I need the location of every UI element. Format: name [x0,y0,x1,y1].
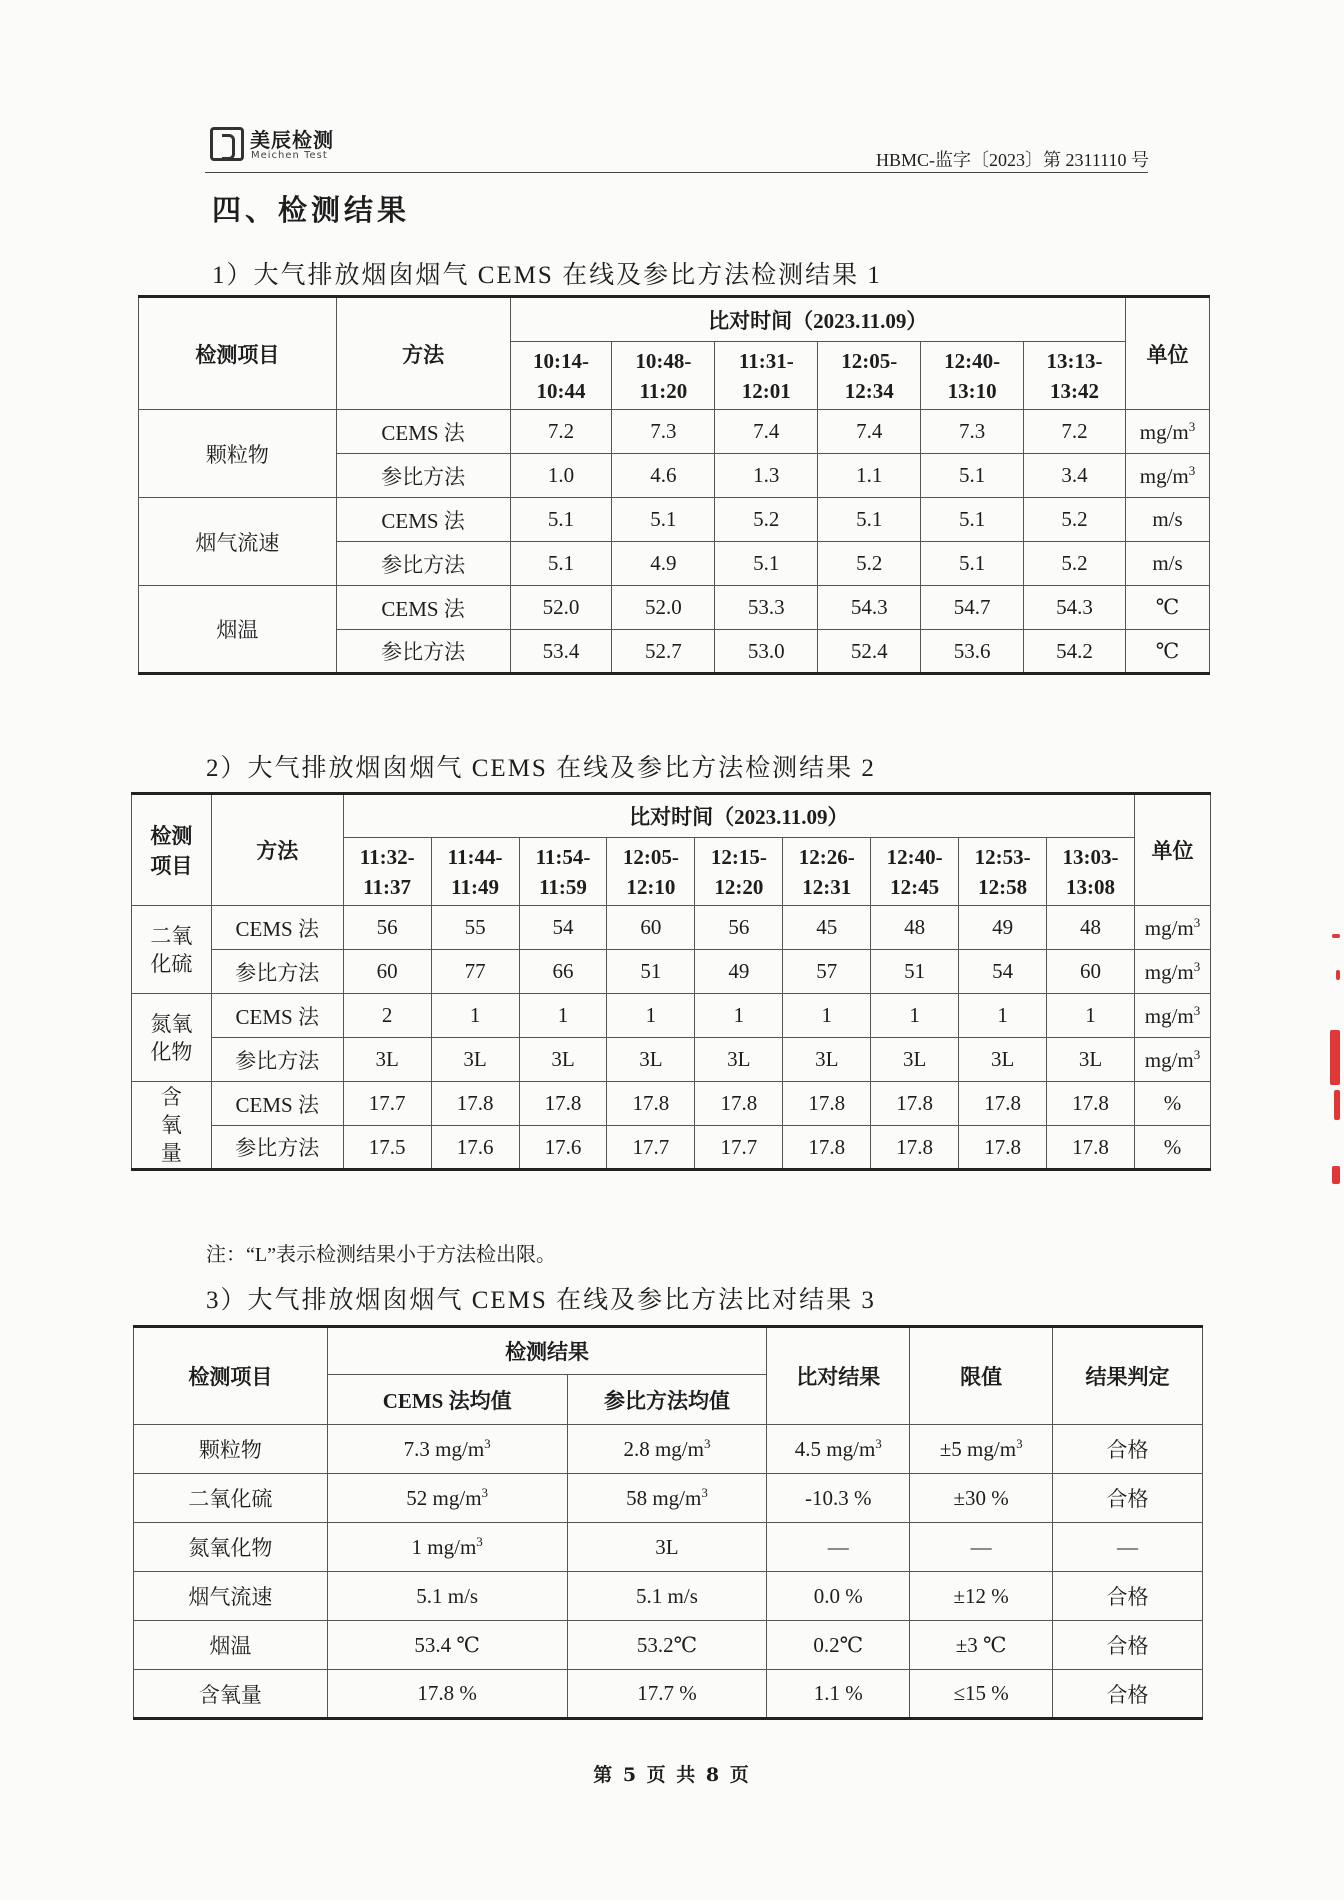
compare-cell: 0.0 % [767,1572,910,1621]
value-cell: 53.3 [715,586,818,630]
value-cell: 17.7 [695,1126,783,1170]
item-cell: 烟气流速 [139,498,337,586]
value-cell: 52.7 [612,630,715,674]
col-header-item: 检测项目 [134,1327,328,1425]
value-cell: 17.7 [343,1082,431,1126]
unit-cell: $mg/m^3$ [1134,906,1210,950]
time-end: 12:58 [978,874,1028,899]
ref-cell: 5.1 m/s [567,1572,767,1621]
time-end: 12:10 [626,874,676,899]
value-cell: 1.0 [510,454,612,498]
seal-stamp-icon [1318,930,1344,1190]
unit-cell: % [1134,1126,1210,1170]
unit-cell: % [1134,1082,1210,1126]
header-divider [205,172,1148,173]
ref-cell: 17.7 % [567,1670,767,1719]
value-cell: 17.8 [1047,1082,1135,1126]
value-cell: 7.3 [921,410,1024,454]
table2-note: 注：“L”表示检测结果小于方法检出限。 [206,1244,556,1266]
value-cell: 5.1 [818,498,921,542]
method-cell: CEMS 法 [211,994,343,1038]
value-cell: 7.2 [510,410,612,454]
table-row [134,1621,1203,1670]
table2 [131,792,1211,1171]
value-cell: 4.9 [612,542,715,586]
value-cell: 1 [695,994,783,1038]
time-start: 12:40- [886,844,943,869]
value-cell: 1 [519,994,607,1038]
value-cell: 3L [959,1038,1047,1082]
col-header-ref-mean: 参比方法均值 [567,1375,767,1425]
time-end: 11:20 [639,378,688,403]
value-cell: 5.2 [818,542,921,586]
col-header-result: 检测结果 [327,1327,767,1375]
time-slot-6 [783,838,871,906]
cems-cell: 5.1 m/s [327,1572,567,1621]
table-row [132,994,1211,1038]
item-cell: 烟气流速 [134,1572,328,1621]
table-row [132,906,1211,950]
value-cell: 1 [1047,994,1135,1038]
time-end: 12:20 [714,874,764,899]
col-header-time: 比对时间（2023.11.09） [510,297,1126,342]
value-cell: 54.3 [818,586,921,630]
value-cell: 54.2 [1024,630,1126,674]
section-title: 四、检测结果 [212,193,411,227]
cems-cell: 53.4 ℃ [327,1621,567,1670]
time-start: 11:31- [738,348,794,373]
limit-cell: — [910,1523,1053,1572]
time-end: 11:59 [539,874,587,899]
table-row [134,1425,1203,1474]
value-cell: 49 [695,950,783,994]
value-cell: 60 [607,906,695,950]
compare-cell: — [767,1523,910,1572]
value-cell: 5.2 [1024,498,1126,542]
value-cell: 17.8 [871,1126,959,1170]
time-end: 12:31 [802,874,852,899]
value-cell: 52.0 [612,586,715,630]
value-cell: 7.2 [1024,410,1126,454]
value-cell: 51 [871,950,959,994]
time-end: 11:37 [363,874,412,899]
time-start: 10:48- [635,348,692,373]
time-start: 11:44- [447,844,503,869]
ref-cell: 2.8 $mg/m^3$ [567,1425,767,1474]
method-cell: 参比方法 [336,630,510,674]
value-cell: 54.3 [1024,586,1126,630]
time-end: 13:42 [1050,378,1100,403]
col-header-unit: 单位 [1134,794,1210,906]
value-cell: 55 [431,906,519,950]
value-cell: 3.4 [1024,454,1126,498]
unit-cell: ℃ [1126,630,1210,674]
value-cell: 66 [519,950,607,994]
page-footer: 第 5 页 共 8 页 [593,1764,751,1786]
value-cell: 1 [871,994,959,1038]
value-cell: 17.7 [607,1126,695,1170]
time-slot-4 [607,838,695,906]
limit-cell: ±12 % [910,1572,1053,1621]
table-row [134,1670,1203,1719]
col-header-item-line2: 项目 [150,854,193,878]
time-slot-4 [818,342,921,410]
value-cell: 7.4 [818,410,921,454]
value-cell: 1 [783,994,871,1038]
time-start: 11:32- [359,844,415,869]
value-cell: 5.1 [612,498,715,542]
time-start: 11:54- [535,844,591,869]
value-cell: 3L [783,1038,871,1082]
value-cell: 5.1 [510,498,612,542]
value-cell: 60 [1047,950,1135,994]
value-cell: 1 [431,994,519,1038]
value-cell: 51 [607,950,695,994]
value-cell: 49 [959,906,1047,950]
unit-cell: m/s [1126,542,1210,586]
item-cell: 二氧化硫 [134,1474,328,1523]
time-end: 10:44 [536,378,586,403]
judge-cell: — [1053,1523,1203,1572]
value-cell: 4.6 [612,454,715,498]
table1 [138,295,1210,675]
value-cell: 3L [431,1038,519,1082]
value-cell: 3L [1047,1038,1135,1082]
table-row [132,1082,1211,1126]
value-cell: 17.8 [431,1082,519,1126]
compare-cell: 4.5 $mg/m^3$ [767,1425,910,1474]
item-cell: 二氧 化硫 [132,906,212,994]
limit-cell: ±30 % [910,1474,1053,1523]
time-start: 12:53- [974,844,1031,869]
value-cell: 3L [871,1038,959,1082]
item-cell: 含氧量 [134,1670,328,1719]
compare-cell: 0.2℃ [767,1621,910,1670]
value-cell: 2 [343,994,431,1038]
judge-cell: 合格 [1053,1572,1203,1621]
col-header-cems-mean: CEMS 法均值 [327,1375,567,1425]
value-cell: 1.3 [715,454,818,498]
col-header-unit: 单位 [1126,297,1210,410]
value-cell: 5.1 [510,542,612,586]
unit-cell: $mg/m^3$ [1134,950,1210,994]
value-cell: 3L [343,1038,431,1082]
method-cell: 参比方法 [211,1038,343,1082]
value-cell: 52.0 [510,586,612,630]
value-cell: 7.3 [612,410,715,454]
limit-cell: ±3 ℃ [910,1621,1053,1670]
value-cell: 1 [959,994,1047,1038]
time-start: 12:15- [710,844,767,869]
logo-english-name: Meichen Test [251,150,328,161]
time-start: 13:13- [1046,348,1103,373]
value-cell: 17.8 [519,1082,607,1126]
value-cell: 17.8 [1047,1126,1135,1170]
logo-name: 美辰检测 [250,128,334,152]
value-cell: 5.1 [921,454,1024,498]
table-row [132,1038,1211,1082]
value-cell: 48 [871,906,959,950]
unit-cell: m/s [1126,498,1210,542]
judge-cell: 合格 [1053,1425,1203,1474]
value-cell: 54 [519,906,607,950]
value-cell: 17.6 [431,1126,519,1170]
cems-cell: 52 $mg/m^3$ [327,1474,567,1523]
value-cell: 54.7 [921,586,1024,630]
time-start: 10:14- [532,348,589,373]
time-end: 12:45 [890,874,940,899]
value-cell: 17.8 [959,1082,1047,1126]
compare-cell: -10.3 % [767,1474,910,1523]
time-start: 12:40- [944,348,1001,373]
value-cell: 5.1 [921,498,1024,542]
value-cell: 53.6 [921,630,1024,674]
method-cell: CEMS 法 [336,498,510,542]
value-cell: 1 [607,994,695,1038]
unit-cell: $mg/m^3$ [1126,410,1210,454]
value-cell: 17.8 [783,1082,871,1126]
cems-cell: 7.3 $mg/m^3$ [327,1425,567,1474]
value-cell: 17.8 [959,1126,1047,1170]
value-cell: 52.4 [818,630,921,674]
item-cell: 烟温 [134,1621,328,1670]
method-cell: CEMS 法 [336,410,510,454]
time-start: 13:03- [1062,844,1119,869]
ref-cell: 53.2℃ [567,1621,767,1670]
value-cell: 3L [519,1038,607,1082]
table-row [132,1126,1211,1170]
table3-title: 3）大气排放烟囱烟气 CEMS 在线及参比方法比对结果 3 [206,1287,876,1314]
item-cell: 烟温 [139,586,337,674]
col-header-compare: 比对结果 [767,1327,910,1425]
unit-cell: ℃ [1126,586,1210,630]
time-start: 12:05- [841,348,898,373]
report-number: HBMC-监字〔2023〕第 2311110 号 [875,150,1149,170]
unit-cell: $mg/m^3$ [1126,454,1210,498]
method-cell: 参比方法 [211,1126,343,1170]
table-row [139,498,1210,542]
time-slot-7 [871,838,959,906]
value-cell: 77 [431,950,519,994]
value-cell: 3L [607,1038,695,1082]
time-slot-5 [695,838,783,906]
method-cell: 参比方法 [336,542,510,586]
value-cell: 53.4 [510,630,612,674]
unit-cell: $mg/m^3$ [1134,994,1210,1038]
table-row [132,950,1211,994]
value-cell: 48 [1047,906,1135,950]
method-cell: CEMS 法 [211,1082,343,1126]
time-end: 11:49 [451,874,499,899]
time-slot-5 [921,342,1024,410]
table-row [134,1523,1203,1572]
item-cell: 氮氧化物 [134,1523,328,1572]
item-cell: 颗粒物 [139,410,337,498]
table1-title: 1）大气排放烟囱烟气 CEMS 在线及参比方法检测结果 1 [212,262,882,289]
cems-cell: 1 $mg/m^3$ [327,1523,567,1572]
judge-cell: 合格 [1053,1474,1203,1523]
col-header-item: 检测项目 [139,297,337,410]
time-slot-1 [343,838,431,906]
value-cell: 1.1 [818,454,921,498]
value-cell: 17.5 [343,1126,431,1170]
value-cell: 3L [695,1038,783,1082]
value-cell: 5.1 [921,542,1024,586]
time-end: 13:10 [947,378,997,403]
time-slot-8 [959,838,1047,906]
col-header-item-line1: 检测 [150,824,193,848]
item-cell: 颗粒物 [134,1425,328,1474]
method-cell: CEMS 法 [211,906,343,950]
table3 [133,1325,1203,1720]
time-end: 12:34 [844,378,894,403]
ref-cell: 58 $mg/m^3$ [567,1474,767,1523]
col-header-judge: 结果判定 [1053,1327,1203,1425]
value-cell: 57 [783,950,871,994]
table-row [134,1572,1203,1621]
value-cell: 17.6 [519,1126,607,1170]
limit-cell: ±5 $mg/m^3$ [910,1425,1053,1474]
value-cell: 53.0 [715,630,818,674]
col-header-method: 方法 [336,297,510,410]
unit-cell: $mg/m^3$ [1134,1038,1210,1082]
time-slot-1 [510,342,612,410]
value-cell: 45 [783,906,871,950]
method-cell: CEMS 法 [336,586,510,630]
time-slot-3 [715,342,818,410]
compare-cell: 1.1 % [767,1670,910,1719]
table-row [134,1474,1203,1523]
value-cell: 56 [343,906,431,950]
value-cell: 17.8 [695,1082,783,1126]
value-cell: 5.2 [715,498,818,542]
col-header-limit: 限值 [910,1327,1053,1425]
value-cell: 5.1 [715,542,818,586]
value-cell: 60 [343,950,431,994]
value-cell: 17.8 [607,1082,695,1126]
time-end: 12:01 [741,378,791,403]
col-header-time: 比对时间（2023.11.09） [343,794,1134,838]
table2-title: 2）大气排放烟囱烟气 CEMS 在线及参比方法检测结果 2 [206,755,876,782]
col-header-item [132,794,212,906]
time-end: 13:08 [1066,874,1116,899]
table-row [139,410,1210,454]
time-slot-2 [431,838,519,906]
col-header-method: 方法 [211,794,343,906]
cems-cell: 17.8 % [327,1670,567,1719]
time-start: 12:26- [798,844,855,869]
value-cell: 56 [695,906,783,950]
value-cell: 17.8 [871,1082,959,1126]
method-cell: 参比方法 [211,950,343,994]
method-cell: 参比方法 [336,454,510,498]
item-cell: 含 氧 量 [132,1082,212,1170]
value-cell: 7.4 [715,410,818,454]
item-cell: 氮氧 化物 [132,994,212,1082]
limit-cell: ≤15 % [910,1670,1053,1719]
time-slot-9 [1047,838,1135,906]
time-slot-3 [519,838,607,906]
judge-cell: 合格 [1053,1621,1203,1670]
time-slot-2 [612,342,715,410]
table-row [139,586,1210,630]
value-cell: 17.8 [783,1126,871,1170]
value-cell: 5.2 [1024,542,1126,586]
company-logo-icon [210,127,244,161]
value-cell: 54 [959,950,1047,994]
time-slot-6 [1024,342,1126,410]
judge-cell: 合格 [1053,1670,1203,1719]
time-start: 12:05- [622,844,679,869]
ref-cell: 3L [567,1523,767,1572]
